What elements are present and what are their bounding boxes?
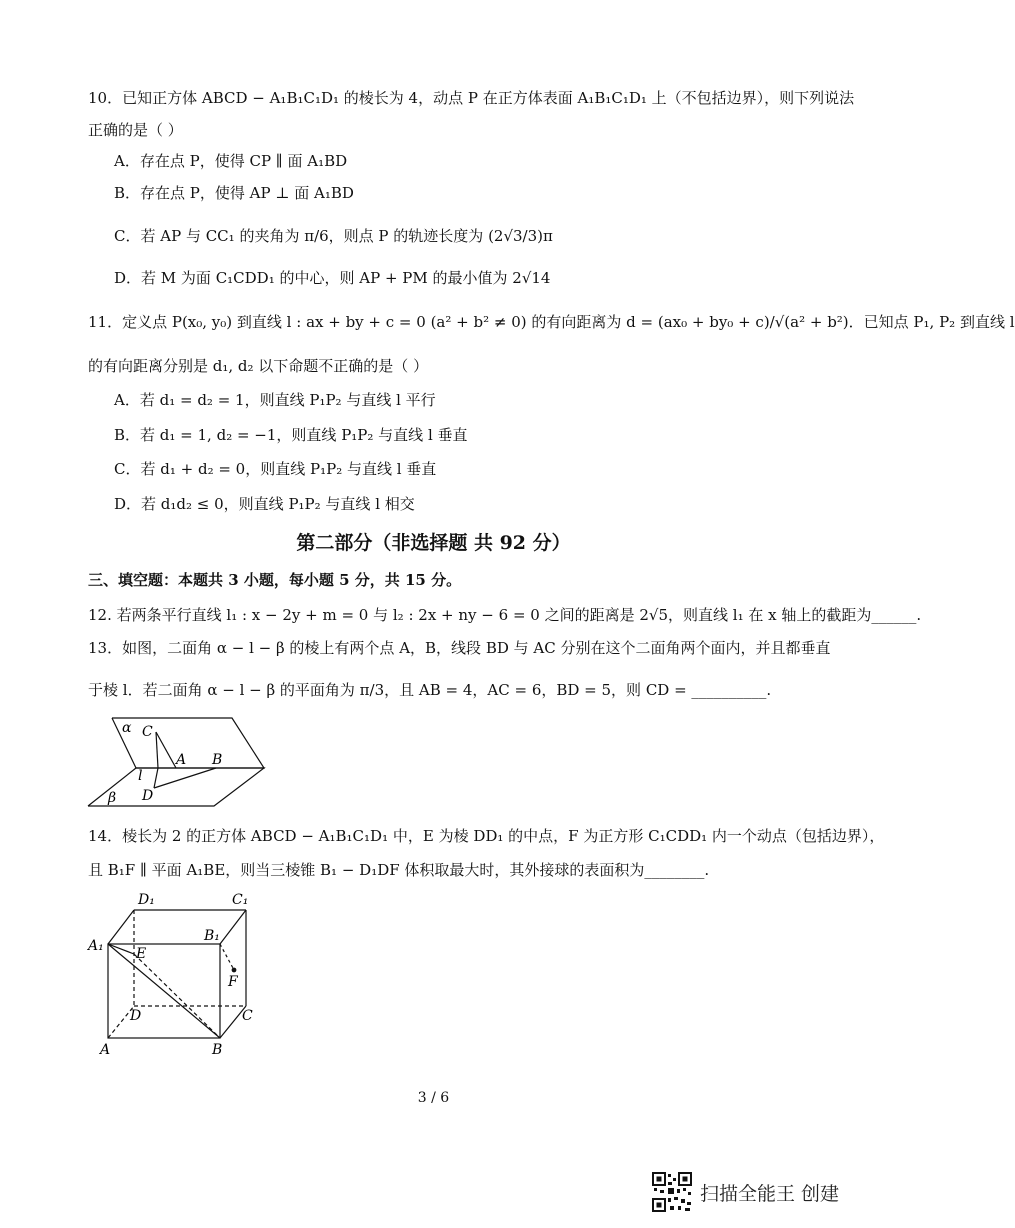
- edge-l-label: l: [138, 768, 143, 784]
- point-a-label: A: [176, 752, 187, 768]
- scanner-watermark: [652, 1172, 839, 1212]
- d1-label: D₁: [138, 892, 155, 908]
- q13-line2: 于棱 l．若二面角 α − l − β 的平面角为 π/3，且 AB = 4，AC = 6，BD = 5，则 CD = __________.: [88, 681, 772, 699]
- point-c-label: C: [142, 724, 153, 740]
- q10-option-a: A．存在点 P，使得 CP ∥ 面 A₁BD: [114, 152, 348, 170]
- cube-figure: [86, 888, 266, 1062]
- beta-label: β: [108, 790, 117, 806]
- q11-option-d: D．若 d₁d₂ ≤ 0，则直线 P₁P₂ 与直线 l 相交: [114, 495, 415, 513]
- alpha-label: α: [122, 720, 132, 736]
- point-d-label: D: [142, 788, 154, 804]
- q11-option-b: B．若 d₁ = 1, d₂ = −1，则直线 P₁P₂ 与直线 l 垂直: [114, 426, 468, 444]
- q10-option-c: C．若 AP 与 CC₁ 的夹角为 π/6，则点 P 的轨迹长度为 (2√3/3)π: [114, 227, 553, 245]
- point-b-label: B: [212, 752, 223, 768]
- q12-text: 12. 若两条平行直线 l₁ : x − 2y + m = 0 与 l₂ : 2x + ny − 6 = 0 之间的距离是 2√5，则直线 l₁ 在 x 轴上的截距为______.: [88, 606, 922, 624]
- q10-stem-line1: 10．已知正方体 ABCD − A₁B₁C₁D₁ 的棱长为 4，动点 P 在正方体表面 A₁B₁C₁D₁ 上（不包括边界），则下列说法: [88, 89, 855, 107]
- dihedral-angle-figure: [86, 712, 276, 816]
- q14-line2: 且 B₁F ∥ 平面 A₁BE，则当三棱锥 B₁ − D₁DF 体积取最大时，其外接球的表面积为________.: [88, 861, 710, 879]
- q10-option-d: D．若 M 为面 C₁CDD₁ 的中心，则 AP + PM 的最小值为 2√14: [114, 269, 551, 287]
- q14-line1: 14．棱长为 2 的正方体 ABCD − A₁B₁C₁D₁ 中，E 为棱 DD₁ 的中点，F 为正方形 C₁CDD₁ 内一个动点（包括边界），: [88, 827, 885, 845]
- part2-heading: 第二部分（非选择题 共 92 分）: [296, 532, 571, 554]
- q11-option-a: A．若 d₁ = d₂ = 1，则直线 P₁P₂ 与直线 l 平行: [114, 391, 436, 409]
- q10-option-b: B．存在点 P，使得 AP ⊥ 面 A₁BD: [114, 184, 354, 202]
- qr-code-icon: [652, 1172, 692, 1212]
- q11-option-c: C．若 d₁ + d₂ = 0，则直线 P₁P₂ 与直线 l 垂直: [114, 460, 437, 478]
- b1-label: B₁: [204, 928, 220, 944]
- footer-app-name: 扫描全能王 创建: [700, 1182, 840, 1205]
- q11-stem-line1: 11．定义点 P(x₀, y₀) 到直线 l : ax + by + c = 0 (a² + b² ≠ 0) 的有向距离为 d = (ax₀ + by₀ + c)/√(a² + b²)．已知点 P₁, P₂ 到直线 l: [88, 313, 1015, 331]
- b-label: B: [212, 1042, 223, 1058]
- a-label: A: [100, 1042, 111, 1058]
- f-label: F: [228, 974, 238, 990]
- c1-label: C₁: [232, 892, 249, 908]
- section3-heading: 三、填空题：本题共 3 小题，每小题 5 分，共 15 分。: [88, 571, 462, 589]
- q10-stem-line2: 正确的是（ ）: [88, 121, 183, 139]
- e-label: E: [136, 946, 147, 962]
- page-number: 3 / 6: [417, 1090, 450, 1106]
- d-label: D: [130, 1008, 142, 1024]
- a1-label: A₁: [88, 938, 104, 954]
- c-label: C: [242, 1008, 253, 1024]
- q13-line1: 13．如图，二面角 α − l − β 的棱上有两个点 A，B，线段 BD 与 AC 分别在这个二面角两个面内，并且都垂直: [88, 639, 831, 657]
- q11-stem-line2: 的有向距离分别是 d₁, d₂ 以下命题不正确的是（ ）: [88, 357, 429, 375]
